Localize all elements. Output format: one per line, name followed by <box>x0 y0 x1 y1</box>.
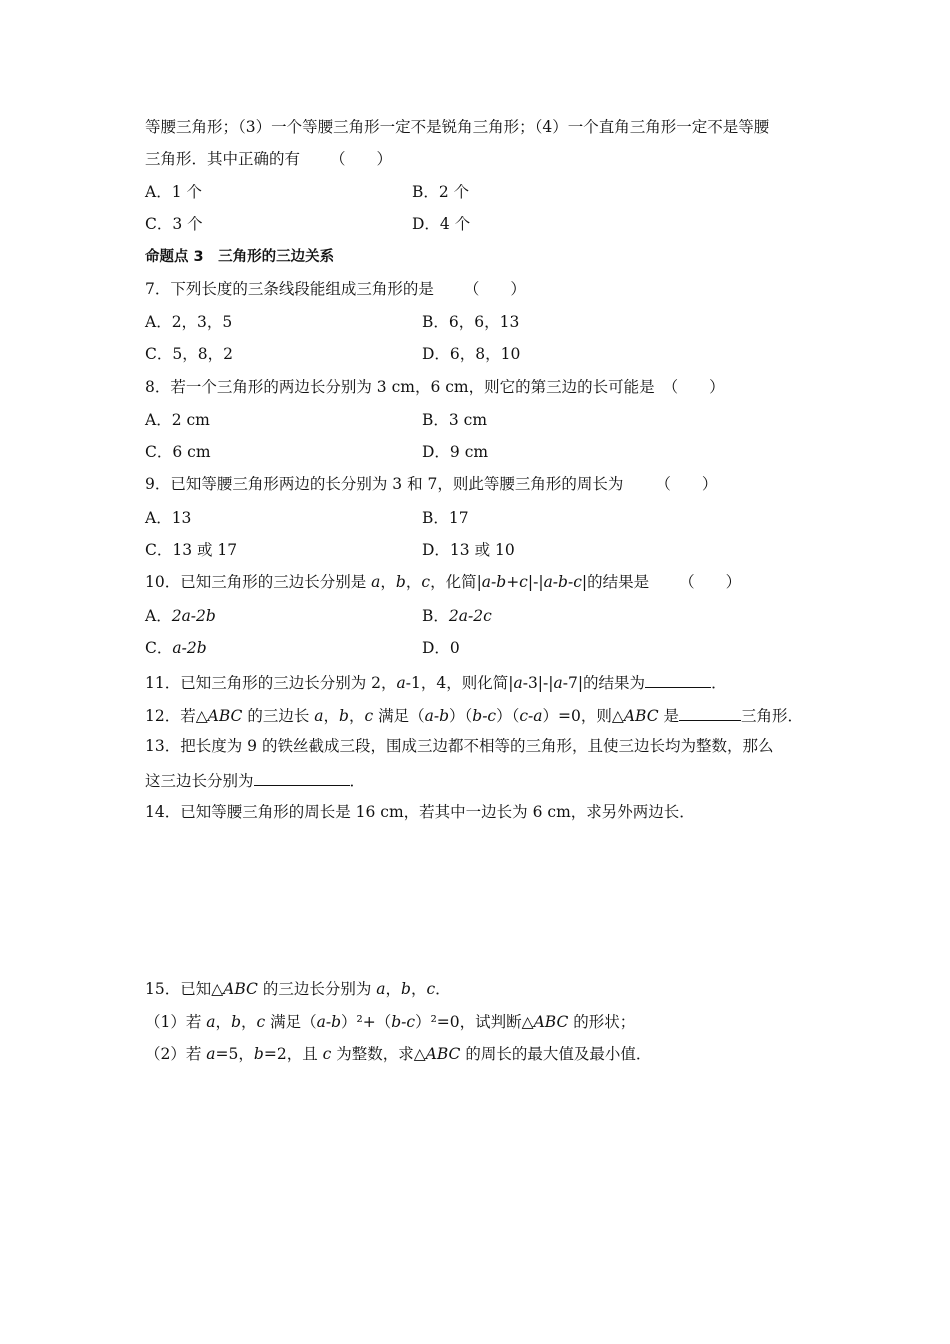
q15-mid: 的三边长分别为 <box>257 980 377 998</box>
q8-line <box>145 377 725 397</box>
q15-p1-var-a: a <box>206 1013 216 1031</box>
q13-line-1: 13．把长度为 9 的铁丝截成三段，围成三边都不相等的三角形，且使三边长均为整数，那么 <box>145 737 774 755</box>
q11-prefix: 11．已知三角形的三边长分别为 2， <box>145 674 397 692</box>
q15-triangle-abc: ABC <box>223 980 258 998</box>
q12-expr-ca: c-a <box>519 707 543 725</box>
q15-p1-square: ）²+（ <box>341 1013 392 1031</box>
q12-expr-ab: a-b <box>424 707 449 725</box>
q10-option-c-label: C． <box>145 639 173 657</box>
q7-option-c: C．5，8，2 <box>145 345 233 363</box>
q10-option-b-label: B． <box>422 607 449 625</box>
q13-answer-blank[interactable] <box>254 769 350 786</box>
q15-prefix: 15．已知△ <box>145 980 224 998</box>
q11-answer-blank[interactable] <box>645 671 711 688</box>
q15-var-a: a <box>376 980 386 998</box>
q9-line <box>145 474 717 494</box>
q15-var-b: b <box>401 980 411 998</box>
q10-option-c <box>145 638 207 658</box>
q9-answer-paren: （ ） <box>655 475 718 493</box>
q6-option-b: B．2 个 <box>412 183 470 201</box>
q10-suffix: |的结果是 <box>581 573 650 591</box>
q10-var-c: c <box>421 573 431 591</box>
q11-var-a: a <box>513 674 523 692</box>
q15-p2-end: 的周长的最大值及最小值． <box>460 1045 652 1063</box>
q15-p1-comma: ， <box>215 1013 232 1031</box>
q12-var-a: a <box>314 707 324 725</box>
q9-option-c: C．13 或 17 <box>145 541 238 559</box>
section-heading-3: 命题点 3 三角形的三边关系 <box>145 249 335 265</box>
q15-p1-expr-bc: b-c <box>391 1013 416 1031</box>
q15-p1-var-b: b <box>231 1013 241 1031</box>
q11-line <box>145 671 727 693</box>
q11-end: ． <box>711 674 727 692</box>
q15-part-2 <box>145 1044 651 1064</box>
q15-p1-cond: 满足（ <box>265 1013 317 1031</box>
q9-option-a: A．13 <box>145 509 192 527</box>
q6-option-d: D．4 个 <box>412 215 471 233</box>
q6-option-c: C．3 个 <box>145 215 203 233</box>
q14-stem: 14．已知等腰三角形的周长是 16 cm，若其中一边长为 6 cm，求另外两边长． <box>145 803 695 821</box>
q6-text-line-2 <box>145 149 392 169</box>
q15-var-c: c <box>426 980 436 998</box>
q12-paren: ）（ <box>496 707 520 725</box>
q15-p1-square: ）²=0，试判断△ <box>415 1013 534 1031</box>
q12-expr-bc: b-c <box>472 707 497 725</box>
q12-triangle-abc: ABC <box>207 707 243 725</box>
q10-answer-paren: （ ） <box>679 573 742 591</box>
q15-p2-mid: =2，且 <box>263 1045 323 1063</box>
q12-paren: ）（ <box>449 707 473 725</box>
q12-comma: ， <box>323 707 340 725</box>
q10-prefix: 10．已知三角形的三边长分别是 <box>145 573 372 591</box>
q11-mid: -1，4，则化简| <box>405 674 514 692</box>
q13-end: ． <box>349 772 366 790</box>
q15-p2-var-c: c <box>322 1045 332 1063</box>
q10-option-c-value: a-2b <box>172 639 207 657</box>
q6-answer-paren: （ ） <box>330 150 393 168</box>
q13-line-2 <box>145 769 365 791</box>
q8-option-a: A．2 cm <box>145 411 210 429</box>
q15-p2-triangle-abc: ABC <box>425 1045 461 1063</box>
q12-eq: ）=0，则△ <box>542 707 624 725</box>
q13-line-2-text: 这三边长分别为 <box>145 772 254 790</box>
q7-answer-paren: （ ） <box>463 280 526 298</box>
q11-mid-3: -7|的结果为 <box>562 674 646 692</box>
q7-line <box>145 279 526 299</box>
q12-mid: 的三边长 <box>242 707 315 725</box>
q15-line-1 <box>145 979 451 999</box>
q11-mid-2: -3|-| <box>522 674 554 692</box>
q12-cond: 满足（ <box>373 707 425 725</box>
q8-stem: 8．若一个三角形的两边长分别为 3 cm，6 cm，则它的第三边的长可能是 <box>145 378 655 396</box>
q6-stem-end: 三角形．其中正确的有 <box>145 150 301 168</box>
q10-option-d: D．0 <box>422 639 460 657</box>
q15-end: ． <box>435 980 451 998</box>
q12-is: 是 <box>658 707 679 725</box>
q15-p1-prefix: （1）若 <box>145 1013 207 1031</box>
q15-p2-prefix: （2）若 <box>145 1045 207 1063</box>
q15-p2-mid: 为整数，求△ <box>331 1045 426 1063</box>
q8-option-c: C．6 cm <box>145 443 211 461</box>
q7-option-a: A．2，3，5 <box>145 313 233 331</box>
q15-p1-var-c: c <box>256 1013 266 1031</box>
q10-expr-2: a-b-c <box>543 573 582 591</box>
q12-triangle-abc: ABC <box>623 707 659 725</box>
q10-option-b <box>422 606 492 626</box>
q11-var-a: a <box>553 674 563 692</box>
q10-comma: ， <box>405 573 422 591</box>
q12-answer-blank[interactable] <box>679 704 741 721</box>
q10-option-a-value: 2a-2b <box>171 607 216 625</box>
q15-p2-var-a: a <box>206 1045 216 1063</box>
q10-option-b-value: 2a-2c <box>448 607 492 625</box>
q6-option-a: A．1 个 <box>145 183 202 201</box>
q10-option-a-label: A． <box>145 607 172 625</box>
q15-p2-var-b: b <box>253 1045 264 1063</box>
q12-prefix: 12．若△ <box>145 707 208 725</box>
q10-var-a: a <box>371 573 381 591</box>
q10-sep: |-| <box>527 573 544 591</box>
q12-var-b: b <box>339 707 349 725</box>
q10-expr-1: a-b+c <box>481 573 528 591</box>
q15-comma: ， <box>410 980 427 998</box>
q15-p1-expr-ab: a-b <box>316 1013 342 1031</box>
q15-p1-end: 的形状； <box>568 1013 636 1031</box>
q10-mid: ，化简| <box>430 573 482 591</box>
q10-line <box>145 572 741 592</box>
q12-end: 三角形． <box>741 707 804 725</box>
q9-option-b: B．17 <box>422 509 469 527</box>
q12-line <box>145 704 803 726</box>
q12-comma: ， <box>348 707 365 725</box>
q10-option-a <box>145 606 216 626</box>
q15-p2-mid: =5， <box>215 1045 254 1063</box>
q15-comma: ， <box>385 980 402 998</box>
q8-option-d: D．9 cm <box>422 443 489 461</box>
q7-option-d: D．6，8，10 <box>422 345 521 363</box>
q6-text-line-1: 等腰三角形；（3）一个等腰三角形一定不是锐角三角形；（4）一个直角三角形一定不是等腰 <box>145 118 770 136</box>
q9-stem: 9．已知等腰三角形两边的长分别为 3 和 7，则此等腰三角形的周长为 <box>145 475 624 493</box>
q15-p1-triangle-abc: ABC <box>533 1013 569 1031</box>
q10-comma: ， <box>380 573 396 591</box>
q11-var-a: a <box>396 674 406 692</box>
q7-stem: 7．下列长度的三条线段能组成三角形的是 <box>145 280 434 298</box>
q8-option-b: B．3 cm <box>422 411 488 429</box>
q15-p1-comma: ， <box>241 1013 257 1031</box>
q10-var-b: b <box>395 573 406 591</box>
q7-option-b: B．6，6，13 <box>422 313 520 331</box>
q8-answer-paren: （ ） <box>662 378 725 396</box>
q12-var-c: c <box>364 707 374 725</box>
q15-part-1 <box>145 1012 635 1032</box>
q9-option-d: D．13 或 10 <box>422 541 515 559</box>
